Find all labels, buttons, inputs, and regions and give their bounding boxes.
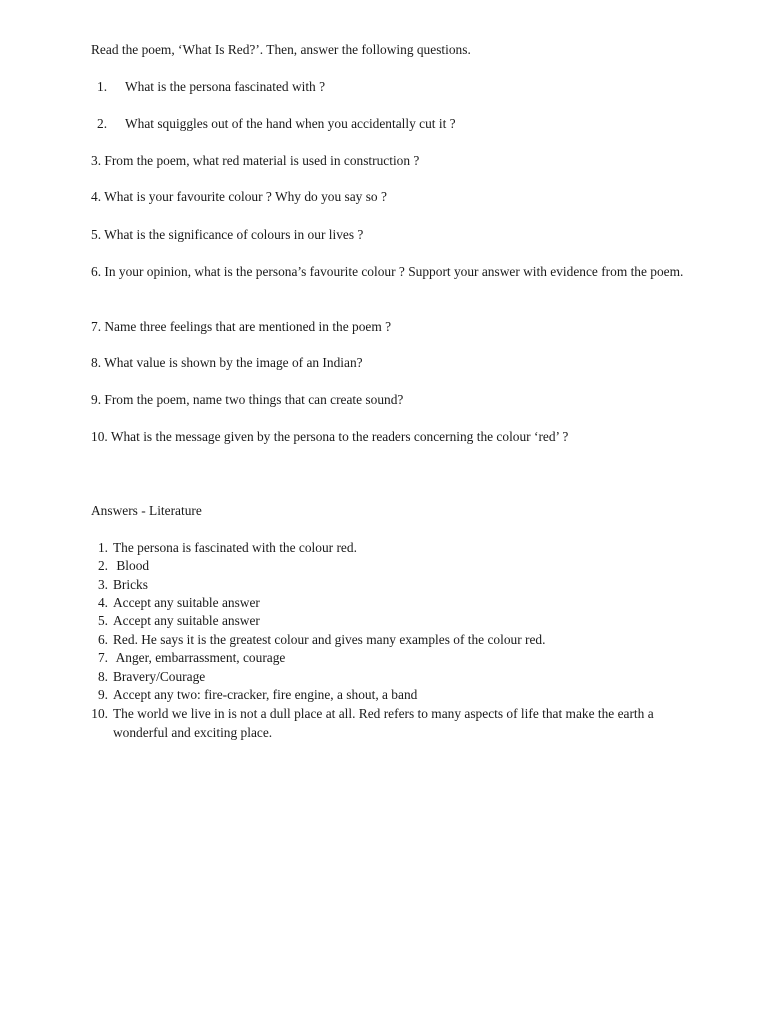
question-2-text: What squiggles out of the hand when you accidentally cut it ? — [125, 116, 456, 131]
answer-1-text: The persona is fascinated with the colour red. — [113, 540, 357, 555]
answer-6-text: Red. He says it is the greatest colour and gives many examples of the colour red. — [113, 632, 546, 647]
answer-3-number: 3. — [97, 577, 108, 592]
answer-9-number: 9. — [97, 687, 108, 702]
question-2-number: 2. — [97, 116, 108, 131]
question-6: 6. In your opinion, what is the persona’s favourite colour ? Support your answer with evidence from the poem. — [91, 264, 684, 279]
instructions-text: Read the poem, ‘What Is Red?’. Then, answer the following questions. — [91, 42, 471, 57]
answer-2-number: 2. — [97, 558, 108, 573]
answer-10-number: 10. — [91, 706, 108, 721]
question-3: 3. From the poem, what red material is used in construction ? — [91, 153, 420, 168]
answer-7-number: 7. — [97, 650, 108, 665]
answer-8-text: Bravery/Courage — [113, 669, 206, 684]
answer-9-text: Accept any two: fire-cracker, fire engine, a shout, a band — [113, 687, 418, 702]
question-4: 4. What is your favourite colour ? Why do you say so ? — [91, 189, 387, 204]
answer-5-number: 5. — [97, 613, 108, 628]
question-7: 7. Name three feelings that are mentioned in the poem ? — [91, 319, 392, 334]
answer-2-text: Blood — [113, 558, 150, 573]
question-8: 8. What value is shown by the image of an Indian? — [91, 355, 363, 370]
answers-heading: Answers - Literature — [91, 503, 202, 518]
answer-6-number: 6. — [97, 632, 108, 647]
question-9: 9. From the poem, name two things that can create sound? — [91, 392, 404, 407]
question-5: 5. What is the significance of colours in our lives ? — [91, 227, 364, 242]
question-10: 10. What is the message given by the persona to the readers concerning the colour ‘red’ ? — [91, 429, 569, 444]
answer-4-number: 4. — [97, 595, 108, 610]
question-1-text: What is the persona fascinated with ? — [125, 79, 326, 94]
answer-4-text: Accept any suitable answer — [113, 595, 260, 610]
answer-10-text: The world we live in is not a dull place at all. Red refers to many aspects of life that make the earth a wonderful and exciting place. — [113, 706, 654, 740]
answer-5-text: Accept any suitable answer — [113, 613, 260, 628]
answer-8-number: 8. — [97, 669, 108, 684]
answer-1-number: 1. — [97, 540, 108, 555]
question-1-number: 1. — [97, 79, 108, 94]
answer-3-text: Bricks — [113, 577, 148, 592]
answer-7-text: Anger, embarrassment, courage — [113, 650, 286, 665]
